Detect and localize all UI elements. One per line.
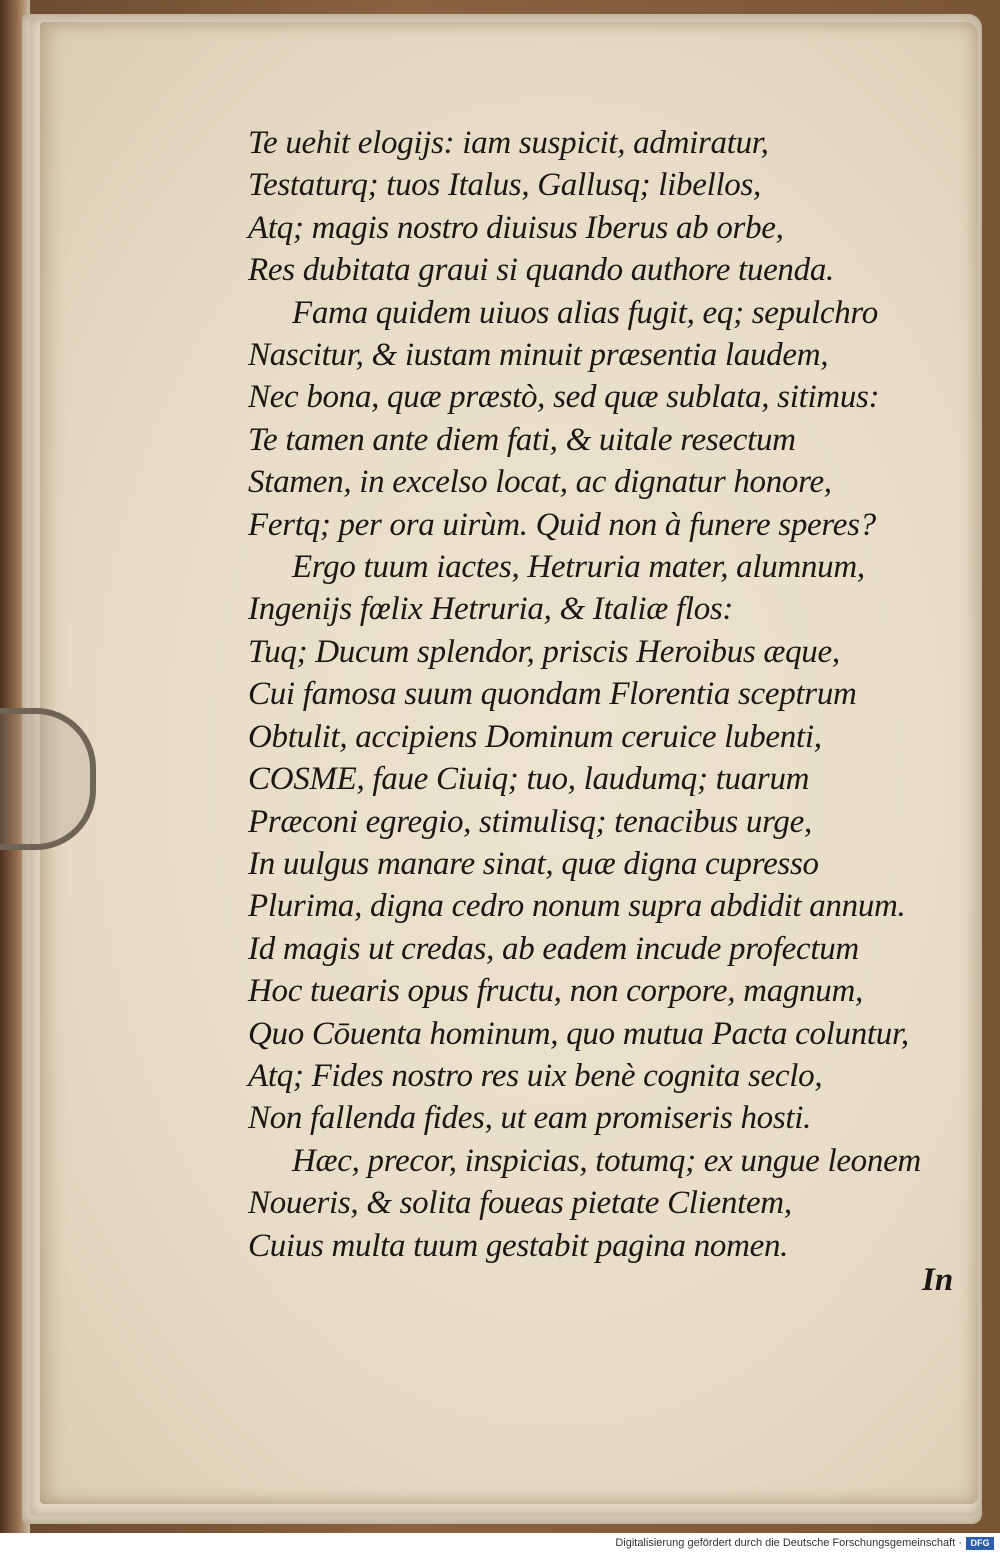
book-clasp — [0, 708, 96, 850]
verse-line: Plurima, digna cedro nonum supra abdidit annum. — [248, 888, 906, 925]
verse-line: Hæc, precor, inspicias, totumq; ex ungue leonem — [292, 1142, 921, 1179]
verse-line: Cuius multa tuum gestabit pagina nomen. — [248, 1227, 789, 1264]
verse-line: Nascitur, & iustam minuit præsentia laudem, — [248, 337, 829, 374]
verse-line: Cui famosa suum quondam Florentia sceptrum — [248, 676, 857, 713]
verse-line: Atq; Fides nostro res uix benè cognita seclo, — [248, 1057, 823, 1094]
verse-line: Non fallenda fides, ut eam promiseris hosti. — [248, 1100, 812, 1137]
verse-line: Fertq; per ora uirùm. Quid non à funere speres? — [248, 506, 876, 543]
verse-line: Noueris, & solita foueas pietate Clientem, — [248, 1185, 792, 1222]
verse-line: Res dubitata graui si quando authore tuenda. — [248, 252, 834, 289]
verse-line: Atq; magis nostro diuisus Iberus ab orbe, — [248, 209, 784, 246]
verse-text-block — [248, 122, 968, 1267]
verse-line: Te uehit elogijs: iam suspicit, admiratur, — [248, 125, 769, 161]
verse-line: In uulgus manare sinat, quæ digna cupresso — [248, 845, 819, 882]
verse-line: Ergo tuum iactes, Hetruria mater, alumnum, — [292, 549, 865, 586]
verse-line: Hoc tuearis opus fructu, non corpore, magnum, — [248, 973, 863, 1010]
verse-line: Tuq; Ducum splendor, priscis Heroibus æque, — [248, 633, 840, 670]
footer-bar — [0, 1533, 1000, 1555]
verse-line: COSME, faue Ciuiq; tuo, laudumq; tuarum — [248, 761, 810, 798]
verse-line: Id magis ut credas, ab eadem incude profectum — [248, 930, 859, 967]
verse-line: Testaturq; tuos Italus, Gallusq; libellos, — [248, 167, 761, 204]
funding-credit: Digitalisierung gefördert durch die Deutsche Forschungsgemeinschaft · — [615, 1537, 962, 1549]
verse-line: Ingenijs fœlix Hetruria, & Italiæ flos: — [248, 591, 734, 628]
dfg-logo: DFG — [966, 1537, 994, 1550]
verse-line: Fama quidem uiuos alias fugit, eq; sepulchro — [292, 294, 878, 331]
verse-line: Præconi egregio, stimulisq; tenacibus urge, — [248, 803, 812, 840]
verse-line: Stamen, in excelso locat, ac dignatur honore, — [248, 464, 832, 501]
verse-line: Nec bona, quæ præstò, sed quæ sublata, sitimus: — [248, 379, 880, 416]
verse-line: Quo Cōuenta hominum, quo mutua Pacta coluntur, — [248, 1015, 909, 1052]
verse-line: Obtulit, accipiens Dominum ceruice lubenti, — [248, 718, 822, 755]
catchword: In — [922, 1262, 954, 1298]
verse-line: Te tamen ante diem fati, & uitale resectum — [248, 421, 796, 458]
